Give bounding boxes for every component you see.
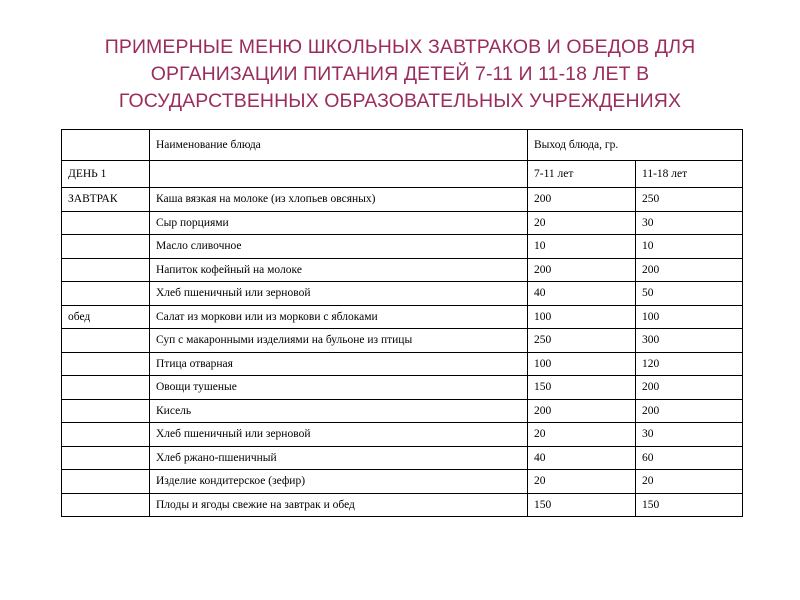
meal-cell [62, 399, 150, 423]
yield-11-18-cell: 200 [636, 258, 743, 282]
age-group-7-11: 7-11 лет [528, 161, 636, 188]
dish-cell: Хлеб пшеничный или зерновой [150, 423, 528, 447]
yield-11-18-cell: 10 [636, 235, 743, 259]
dish-cell: Кисель [150, 399, 528, 423]
dish-cell: Хлеб пшеничный или зерновой [150, 282, 528, 306]
table-row [62, 399, 743, 423]
dish-cell: Хлеб ржано-пшеничный [150, 446, 528, 470]
table-row [62, 376, 743, 400]
meal-cell [62, 329, 150, 353]
table-header-row [62, 130, 743, 161]
yield-7-11-cell: 20 [528, 211, 636, 235]
yield-7-11-cell: 100 [528, 352, 636, 376]
yield-7-11-cell: 200 [528, 399, 636, 423]
yield-7-11-cell: 20 [528, 423, 636, 447]
table-row [62, 258, 743, 282]
meal-cell [62, 423, 150, 447]
table-row [62, 211, 743, 235]
meal-cell: ЗАВТРАК [62, 188, 150, 212]
table-row [62, 329, 743, 353]
table-row [62, 305, 743, 329]
menu-table [61, 129, 743, 517]
meal-cell [62, 258, 150, 282]
yield-11-18-cell: 200 [636, 399, 743, 423]
table-row [62, 423, 743, 447]
meal-cell [62, 493, 150, 517]
day-empty-cell [150, 161, 528, 188]
table-row [62, 446, 743, 470]
dish-cell: Изделие кондитерское (зефир) [150, 470, 528, 494]
table-row [62, 188, 743, 212]
dish-cell: Птица отварная [150, 352, 528, 376]
yield-7-11-cell: 250 [528, 329, 636, 353]
dish-cell: Овощи тушеные [150, 376, 528, 400]
yield-11-18-cell: 300 [636, 329, 743, 353]
meal-cell [62, 235, 150, 259]
yield-7-11-cell: 200 [528, 258, 636, 282]
age-group-11-18: 11-18 лет [636, 161, 743, 188]
yield-7-11-cell: 150 [528, 376, 636, 400]
header-dish-name: Наименование блюда [150, 130, 528, 161]
yield-7-11-cell: 100 [528, 305, 636, 329]
yield-7-11-cell: 40 [528, 446, 636, 470]
meal-cell [62, 446, 150, 470]
yield-7-11-cell: 20 [528, 470, 636, 494]
dish-cell: Салат из моркови или из моркови с яблоками [150, 305, 528, 329]
yield-11-18-cell: 250 [636, 188, 743, 212]
yield-11-18-cell: 150 [636, 493, 743, 517]
yield-11-18-cell: 120 [636, 352, 743, 376]
dish-cell: Суп с макаронными изделиями на бульоне из птицы [150, 329, 528, 353]
meal-cell [62, 470, 150, 494]
yield-11-18-cell: 30 [636, 423, 743, 447]
table-day-row [62, 161, 743, 188]
table-row [62, 235, 743, 259]
meal-cell [62, 211, 150, 235]
table-row [62, 352, 743, 376]
header-meal-cell [62, 130, 150, 161]
yield-7-11-cell: 200 [528, 188, 636, 212]
yield-7-11-cell: 150 [528, 493, 636, 517]
meal-cell [62, 352, 150, 376]
dish-cell: Каша вязкая на молоке (из хлопьев овсяных) [150, 188, 528, 212]
page-title [40, 34, 760, 115]
yield-11-18-cell: 30 [636, 211, 743, 235]
yield-11-18-cell: 60 [636, 446, 743, 470]
table-row [62, 282, 743, 306]
title-line-1: ПРИМЕРНЫЕ МЕНЮ ШКОЛЬНЫХ ЗАВТРАКОВ И ОБЕДОВ ДЛЯ [104, 36, 696, 58]
yield-11-18-cell: 50 [636, 282, 743, 306]
table-row [62, 470, 743, 494]
dish-cell: Масло сливочное [150, 235, 528, 259]
yield-11-18-cell: 200 [636, 376, 743, 400]
title-line-3: ГОСУДАРСТВЕННЫХ ОБРАЗОВАТЕЛЬНЫХ УЧРЕЖДЕНИЯХ [118, 90, 682, 112]
meal-cell [62, 282, 150, 306]
title-line-2: ОРГАНИЗАЦИИ ПИТАНИЯ ДЕТЕЙ 7-11 И 11-18 ЛЕТ В [150, 63, 650, 85]
yield-7-11-cell: 40 [528, 282, 636, 306]
header-yield: Выход блюда, гр. [528, 130, 743, 161]
yield-7-11-cell: 10 [528, 235, 636, 259]
dish-cell: Плоды и ягоды свежие на завтрак и обед [150, 493, 528, 517]
yield-11-18-cell: 20 [636, 470, 743, 494]
day-label: ДЕНЬ 1 [62, 161, 150, 188]
yield-11-18-cell: 100 [636, 305, 743, 329]
dish-cell: Напиток кофейный на молоке [150, 258, 528, 282]
dish-cell: Сыр порциями [150, 211, 528, 235]
meal-cell: обед [62, 305, 150, 329]
table-row [62, 493, 743, 517]
meal-cell [62, 376, 150, 400]
